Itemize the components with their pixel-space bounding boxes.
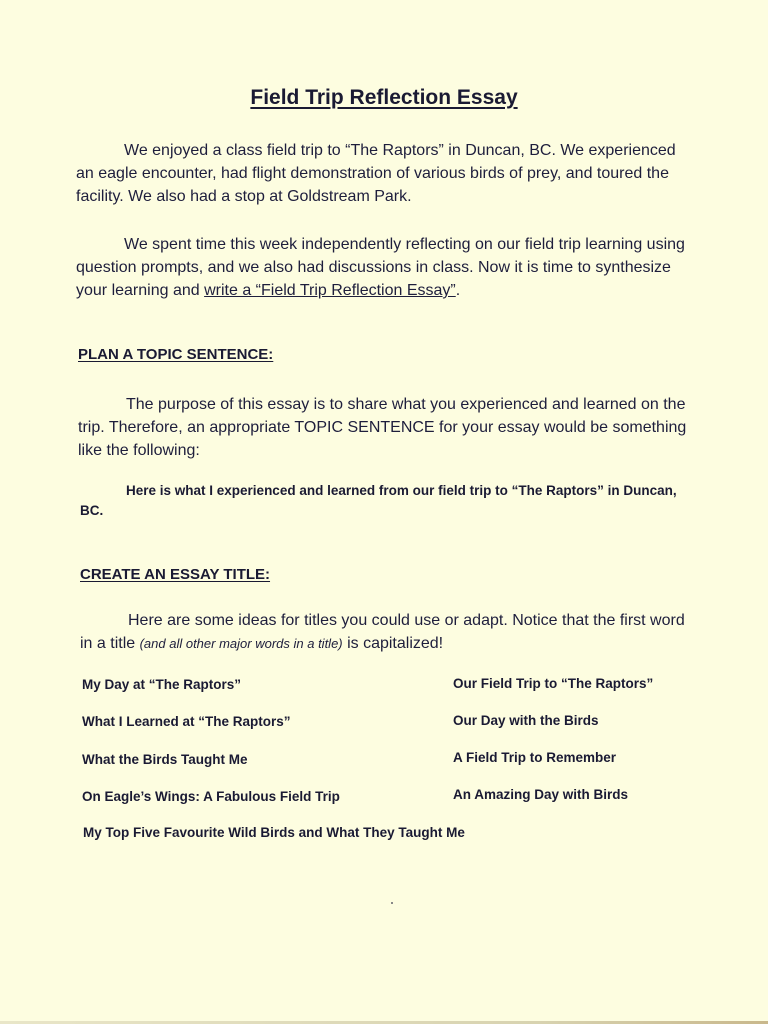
title-idea-left-2: What I Learned at “The Raptors” <box>82 714 291 729</box>
title-idea-left-1: My Day at “The Raptors” <box>82 677 242 692</box>
title-section-body-start: Here are some ideas for titles you could use or adapt. Notice that the first word in a title <box>80 612 685 652</box>
title-idea-last: My Top Five Favourite Wild Birds and What They Taught Me <box>83 825 465 840</box>
title-section-body-italic: (and all other major words in a title) <box>139 636 343 651</box>
intro-paragraph-1-text: We enjoyed a class field trip to “The Raptors” in Duncan, BC. We experienced an eagle encounter, had flight demonstration of various birds of prey, and toured the facility. We also had a stop at Goldstream Park. <box>76 142 676 205</box>
title-idea-left-4: On Eagle’s Wings: A Fabulous Field Trip <box>82 789 340 804</box>
intro-paragraph-2-end: . <box>455 282 461 299</box>
title-idea-right-2: Our Day with the Birds <box>453 713 599 728</box>
essay-title-heading: CREATE AN ESSAY TITLE: <box>80 566 271 583</box>
topic-section-paragraph <box>78 393 692 462</box>
essay-assignment-link-text: write a “Field Trip Reflection Essay” <box>204 282 456 299</box>
title-idea-left-3: What the Birds Taught Me <box>82 752 248 767</box>
scan-speck <box>391 902 393 904</box>
title-idea-right-3: A Field Trip to Remember <box>453 750 617 765</box>
topic-sentence-example <box>80 481 680 521</box>
topic-sentence-example-text: Here is what I experienced and learned from our field trip to “The Raptors” in Duncan, BC. <box>80 483 677 518</box>
intro-paragraph-2 <box>76 233 692 302</box>
title-section-body-end: is capitalized! <box>342 635 444 652</box>
topic-sentence-heading: PLAN A TOPIC SENTENCE: <box>78 346 274 363</box>
title-idea-right-1: Our Field Trip to “The Raptors” <box>453 676 654 691</box>
title-section-paragraph <box>80 609 692 655</box>
title-idea-right-4: An Amazing Day with Birds <box>453 787 629 802</box>
topic-section-body: The purpose of this essay is to share what you experienced and learned on the trip. Therefore, an appropriate TOPIC SENTENCE for your essay would be something like the following: <box>78 396 687 459</box>
intro-paragraph-2-text: We spent time this week independently reflecting on our field trip learning using question prompts, and we also had discussions in class. Now it is time to synthesize your learning and <box>76 236 685 299</box>
intro-paragraph-1 <box>76 139 692 208</box>
page-title: Field Trip Reflection Essay <box>250 86 518 109</box>
